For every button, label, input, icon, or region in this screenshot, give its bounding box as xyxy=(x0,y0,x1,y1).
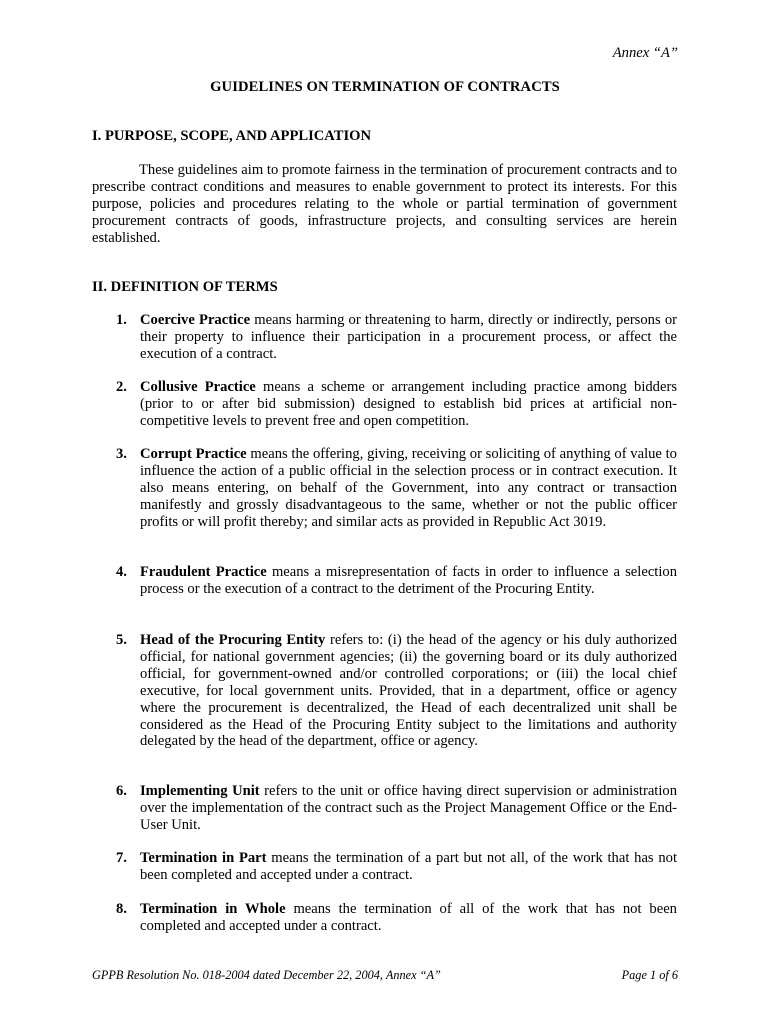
definition-text: means a scheme or arrangement including practice among bidders (prior to or after bid submission) designed to establish bid prices at artificial non-competitive levels to prevent free and open competition. xyxy=(140,379,677,429)
definition-item-coercive-practice xyxy=(116,312,677,363)
definition-number: 7. xyxy=(116,850,127,866)
definition-term: Implementing Unit xyxy=(140,783,260,799)
document-title: GUIDELINES ON TERMINATION OF CONTRACTS xyxy=(210,79,560,95)
definition-text: means the termination of a part but not all, of the work that has not been completed and accepted under a contract. xyxy=(140,850,677,883)
definition-item-termination-in-whole xyxy=(116,901,677,935)
definition-text: means the termination of all of the work that has not been completed and accepted under a contract. xyxy=(140,901,677,934)
definition-term: Head of the Procuring Entity xyxy=(140,632,326,648)
definition-term: Coercive Practice xyxy=(140,312,251,328)
definition-term: Collusive Practice xyxy=(140,379,256,395)
definition-text: means the offering, giving, receiving or soliciting of anything of value to influence the action of a public official in the selection process or in contract execution. It also means entering, on behalf of the Government, into any contract or transaction manifestly and grossly disadvantageous to the same, whether or not the public officer profits or will profit thereby; and similar acts as provided in Republic Act 3019. xyxy=(140,446,677,530)
definition-item-fraudulent-practice xyxy=(116,564,677,598)
definition-text: refers to the unit or office having direct supervision or administration over the implementation of the contract such as the Project Management Office or the End-User Unit. xyxy=(140,783,678,833)
definition-item-corrupt-practice xyxy=(116,446,677,531)
definition-number: 1. xyxy=(116,312,127,328)
definition-item-head-of-procuring-entity xyxy=(116,632,677,750)
definition-number: 8. xyxy=(116,901,127,917)
section-heading-purpose: I. PURPOSE, SCOPE, AND APPLICATION xyxy=(92,128,372,144)
definition-text: means harming or threatening to harm, directly or indirectly, persons or their property to influence their participation in a procurement process, or affect the execution of a contract. xyxy=(140,312,677,362)
definition-number: 5. xyxy=(116,632,127,648)
definition-item-collusive-practice xyxy=(116,379,677,430)
definition-text: refers to: (i) the head of the agency or his duly authorized official, for national government agencies; (ii) the governing board or its duly authorized official, for government-owned and/or controlled corporations; or (iii) the local chief executive, for local government units. Provided, that in a department, office or agency where the procurement is decentralized, the Head of each decentralized unit shall be considered as the Head of the Procuring Entity subject to the limitations and authority delegated by the head of the department, office or agency. xyxy=(140,632,677,750)
definition-number: 3. xyxy=(116,446,127,462)
definition-number: 6. xyxy=(116,783,127,799)
definition-item-implementing-unit xyxy=(116,783,678,834)
definition-text: means a misrepresentation of facts in order to influence a selection process or the execution of a contract to the detriment of the Procuring Entity. xyxy=(140,564,677,597)
definition-number: 2. xyxy=(116,379,127,395)
annex-label: Annex “A” xyxy=(612,45,678,61)
definition-number: 4. xyxy=(116,564,127,580)
definition-item-termination-in-part xyxy=(116,850,677,884)
footer-page-number: Page 1 of 6 xyxy=(621,968,678,982)
definition-term: Fraudulent Practice xyxy=(140,564,267,580)
footer-resolution-reference: GPPB Resolution No. 018-2004 dated December 22, 2004, Annex “A” xyxy=(92,968,441,982)
definition-term: Termination in Whole xyxy=(140,901,286,917)
section-heading-definitions: II. DEFINITION OF TERMS xyxy=(92,279,278,295)
definition-term: Termination in Part xyxy=(140,850,267,866)
purpose-paragraph: These guidelines aim to promote fairness in the termination of procurement contracts and to prescribe contract conditions and measures to enable government to protect its interests. For this purpose, policies and procedures relating to the whole or partial termination of government procurement contracts of goods, infrastructure projects, and consulting services are herein established. xyxy=(92,162,677,246)
definition-term: Corrupt Practice xyxy=(140,446,247,462)
